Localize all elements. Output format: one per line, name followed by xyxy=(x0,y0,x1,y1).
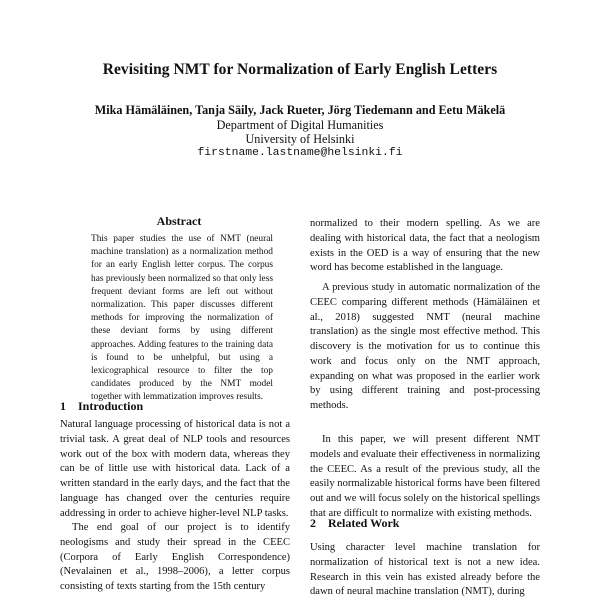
section-introduction-heading xyxy=(60,399,143,414)
section-title: Introduction xyxy=(78,399,144,413)
department: Department of Digital Humanities xyxy=(216,118,384,132)
author-email: firstname.lastname@helsinki.fi xyxy=(197,147,403,159)
intro-paragraph-4: A previous study in automatic normalization of the CEEC comparing different methods (Hämäläinen et al., 2018) suggested NMT (neural machine translation) as the single most effective method. This discovery is the motivation for us to continue this work and focus only on the NMT approach, expanding on what was proposed in the earlier work by using different training and post-processing methods. xyxy=(310,282,540,411)
section-number: 2 xyxy=(310,516,316,530)
abstract-text: This paper studies the use of NMT (neural machine translation) as a normalization method for an early English letter corpus. The corpus has previously been normalized so that only less frequent deviant forms are left out without normalization. This paper discusses different methods for improving the normalization of these deviant forms by using different approaches. Adding features to the training data is found to be unhelpful, but using a lexicographical resource to filter the top candidates produced by the NMT model together with lemmatization improves results. xyxy=(91,234,273,403)
related-paragraph-1: Using character level machine translation for normalization of historical text is not a new idea. Research in this vein has existed already before the dawn of neural machine translation (NMT), during xyxy=(310,542,540,598)
intro-paragraph-1: Natural language processing of historical data is not a trivial task. A great deal of NLP tools and resources work out of the box with modern data, whereas they can be of little use with historical data. Lack of a written standard in the early days, and the fact that the language has changed over the centuries require addressing in order to achieve higher-level NLP tasks. xyxy=(60,419,290,519)
section-number: 1 xyxy=(60,399,66,413)
university: University of Helsinki xyxy=(245,132,355,146)
intro-paragraph-2: The end goal of our project is to identify neologisms and study their spread in the CEEC (Corpora of Early English Correspondence) (Nevalainen et al., 1998–2006), a letter corpus consisting of texts starting from the 15th century xyxy=(60,522,290,592)
section-title: Related Work xyxy=(328,516,400,530)
author-list: Mika Hämäläinen, Tanja Säily, Jack Rueter, Jörg Tiedemann and Eetu Mäkelä xyxy=(94,103,506,117)
paper-title: Revisiting NMT for Normalization of Early English Letters xyxy=(102,61,498,78)
abstract-heading: Abstract xyxy=(156,214,202,228)
intro-paragraph-5: In this paper, we will present different NMT models and evaluate their effectiveness in normalizing the CEEC. As a result of the previous study, all the easily normalizable historical forms have been filtered out and we will focus solely on the historical spellings that are difficult to normalize with existing methods. xyxy=(310,434,540,519)
intro-paragraph-3: normalized to their modern spelling. As we are dealing with historical data, the fact that a neologism exists in the OED is a way of ensuring that the new word has become established in the language. xyxy=(310,218,540,274)
section-related-work-heading xyxy=(310,516,399,531)
